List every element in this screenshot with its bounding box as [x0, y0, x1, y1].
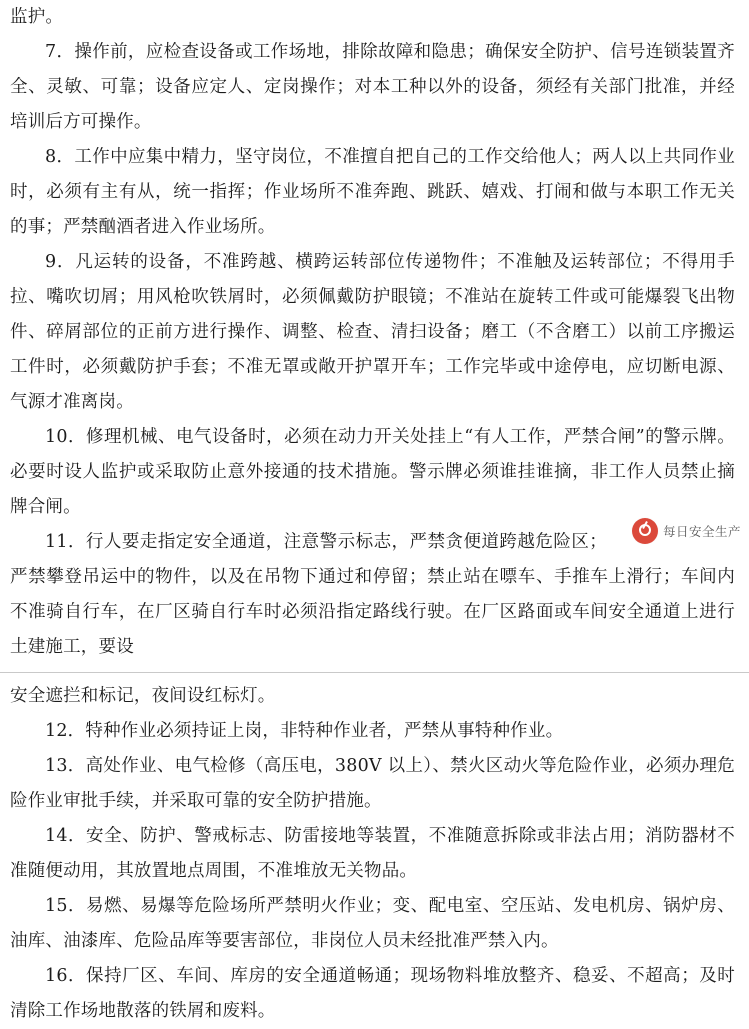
watermark-label: 每日安全生产 — [662, 524, 741, 539]
paragraph-item-13: 13．高处作业、电气检修（高压电，380V 以上）、禁火区动火等危险作业，必须办理危险作业审批手续，并采取可靠的安全防护措施。 — [10, 756, 735, 811]
watermark-badge — [632, 518, 741, 544]
paragraph-item-9: 9．凡运转的设备，不准跨越、横跨运转部位传递物件；不准触及运转部位；不得用手拉、嘴吹切屑；用风枪吹铁屑时，必须佩戴防护眼镜；不准站在旋转工件或可能爆裂飞出物件、碎屑部位的正前方进行操作、调整、检查、清扫设备；磨工（不含磨工）以前工序搬运工件时，必须戴防护手套；不准无罩或敞开护罩开车；工作完毕或中途停电，应切断电源、气源才准离岗。 — [10, 252, 735, 412]
paragraph-item-11: 11．行人要走指定安全通道，注意警示标志，严禁贪便道跨越危险区；严禁攀登吊运中的物件，以及在吊物下通过和停留；禁止站在嘌车、手推车上滑行；车间内不准骑自行车，在厂区骑自行车时必须沿指定路线行驶。在厂区路面或车间安全通道上进行土建施工，要设 — [10, 532, 735, 657]
paragraph-item-11-continued: 安全遮拦和标记，夜间设红标灯。 — [10, 686, 276, 706]
paragraph-item-7: 7．操作前，应检查设备或工作场地，排除故障和隐患；确保安全防护、信号连锁装置齐全、灵敏、可靠；设备应定人、定岗操作；对本工种以外的设备，须经有关部门批准，并经培训后方可操作。 — [10, 42, 735, 132]
paragraph-item-14: 14．安全、防护、警戒标志、防雷接地等装置，不准随意拆除或非法占用；消防器材不准随便动用，其放置地点周围，不准堆放无关物品。 — [10, 826, 735, 881]
paragraph-item-15: 15．易燃、易爆等危险场所严禁明火作业；变、配电室、空压站、发电机房、锅炉房、油库、油漆库、危险品库等要害部位，非岗位人员未经批准严禁入内。 — [10, 896, 735, 951]
paragraph-item-10: 10．修理机械、电气设备时，必须在动力开关处挂上“有人工作，严禁合闸”的警示牌。必要时设人监护或采取防止意外接通的技术措施。警示牌必须谁挂谁摘，非工作人员禁止摘牌合闸。 — [10, 427, 735, 517]
paragraph-continuation: 监护。 — [10, 7, 64, 27]
paragraph-item-16: 16．保持厂区、车间、库房的安全通道畅通；现场物料堆放整齐、稳妥、不超高；及时清除工作场地散落的铁屑和废料。 — [10, 966, 735, 1021]
section-divider — [0, 672, 749, 673]
paragraph-item-11-wrapper — [10, 525, 735, 665]
document-bottom-section — [0, 679, 749, 1029]
paragraph-item-12: 12．特种作业必须持证上岗，非特种作业者，严禁从事特种作业。 — [45, 721, 564, 741]
paragraph-item-8: 8．工作中应集中精力，坚守岗位，不准擅自把自己的工作交给他人；两人以上共同作业时，必须有主有从，统一指挥；作业场所不准奔跑、跳跃、嬉戏、打闹和做与本职工作无关的事；严禁酗酒者进入作业场所。 — [10, 147, 735, 237]
safety-helmet-icon — [632, 518, 658, 544]
